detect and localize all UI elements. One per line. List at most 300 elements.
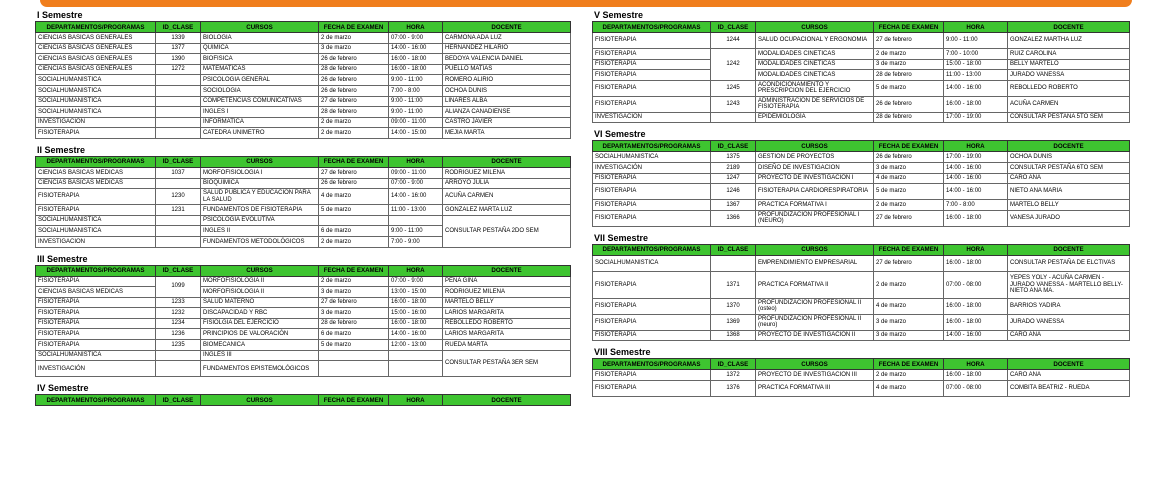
- table-row: [593, 330, 1130, 341]
- teacher-cell: LINARES ALBA: [443, 96, 571, 107]
- teacher-cell: CARMONA ADA LUZ: [443, 33, 571, 44]
- course-cell: PRACTICA FORMATIVA I: [756, 200, 874, 211]
- course-cell: FISIOLGIA DEL EJERCICIO: [201, 318, 319, 329]
- column-header: DEPARTAMENTOS/PROGRAMAS: [36, 156, 156, 167]
- class-id-cell: 1234: [156, 318, 201, 329]
- table-row: [36, 178, 571, 189]
- semester-block: [35, 383, 570, 406]
- table-row: [593, 370, 1130, 381]
- class-id-cell: 1368: [711, 330, 756, 341]
- course-cell: INGLES I: [201, 107, 319, 118]
- exam-date-cell: 28 de febrero: [319, 318, 389, 329]
- exam-schedule-table: [592, 358, 1130, 397]
- course-cell: FUNDAMENTOS EPISTEMOLÓGICOS: [201, 361, 319, 377]
- table-row: [36, 318, 571, 329]
- column-header: DOCENTE: [1008, 244, 1130, 255]
- table-row: [593, 380, 1130, 396]
- semester-block: [35, 10, 570, 139]
- exam-date-cell: 28 de febrero: [319, 64, 389, 75]
- teacher-cell: BELLY MARTELO: [1008, 59, 1130, 70]
- table-row: [593, 70, 1130, 81]
- column-header: DOCENTE: [443, 395, 571, 406]
- table-row: [36, 117, 571, 128]
- course-cell: SOCIOLOGIA: [201, 85, 319, 96]
- teacher-cell: RUEDA MARTA: [443, 340, 571, 351]
- exam-date-cell: 5 de marzo: [319, 340, 389, 351]
- exam-schedule-table: [592, 244, 1130, 342]
- teacher-cell: CASTRO JAVIER: [443, 117, 571, 128]
- department-cell: FISIOTERAPIA: [593, 298, 711, 314]
- class-id-cell: 1099: [156, 276, 201, 297]
- table-row: [36, 54, 571, 65]
- column-header: HORA: [389, 265, 443, 276]
- table-row: [36, 75, 571, 86]
- column-header: CURSOS: [201, 265, 319, 276]
- course-cell: BIOQUIMICA: [201, 178, 319, 189]
- column-header: ID_CLASE: [156, 22, 201, 33]
- table-row: [36, 287, 571, 298]
- column-header: DOCENTE: [1008, 141, 1130, 152]
- exam-date-cell: 4 de marzo: [874, 173, 944, 184]
- course-cell: SALUD PUBLICA Y EDUCACION PARA LA SALUD: [201, 189, 319, 205]
- teacher-cell: REBOLLEDO ROBERTO: [1008, 80, 1130, 96]
- time-cell: 07:00 - 9:00: [389, 178, 443, 189]
- exam-date-cell: 27 de febrero: [874, 255, 944, 271]
- time-cell: 16:00 - 18:00: [389, 54, 443, 65]
- course-cell: PROYECTO DE INVESTIGACION II: [756, 330, 874, 341]
- teacher-cell: LARIOS MARGARITA: [443, 308, 571, 319]
- department-cell: SOCIALHUMANISTICA: [36, 226, 156, 237]
- department-cell: SOCIALHUMANISTICA: [36, 350, 156, 361]
- exam-date-cell: 2 de marzo: [319, 128, 389, 139]
- course-cell: BIOMECANICA: [201, 340, 319, 351]
- table-header-row: [36, 395, 571, 406]
- exam-date-cell: [319, 215, 389, 226]
- course-cell: PROFUNDIZACION PROFESIONAL II (osteo): [756, 298, 874, 314]
- semester-title: VIII Semestre: [594, 347, 651, 358]
- course-cell: BIOLOGIA: [201, 33, 319, 44]
- department-cell: FISIOTERAPIA: [593, 59, 711, 70]
- time-cell: 14:00 - 16:00: [944, 184, 1008, 200]
- exam-date-cell: 26 de febrero: [874, 96, 944, 112]
- class-id-cell: [156, 361, 201, 377]
- teacher-cell: COMBITA BEATRIZ - RUEDA: [1008, 380, 1130, 396]
- department-cell: SOCIALHUMANISTICA: [593, 152, 711, 163]
- teacher-cell: MEJIA MARTA: [443, 128, 571, 139]
- course-cell: FUNDAMENTOS METODOLÓGICOS: [201, 236, 319, 247]
- column-header: FECHA DE EXAMEN: [319, 265, 389, 276]
- time-cell: 12:00 - 13:00: [389, 340, 443, 351]
- course-cell: BIOFISICA: [201, 54, 319, 65]
- teacher-cell: JURADO VANESSA: [1008, 314, 1130, 330]
- teacher-cell: CONSULTAR PESTAÑA 3ER SEM: [443, 350, 571, 377]
- class-id-cell: 1246: [711, 184, 756, 200]
- time-cell: 14:00 - 16:00: [389, 329, 443, 340]
- course-cell: EMPRENDIMIENTO EMPRESARIAL: [756, 255, 874, 271]
- teacher-cell: MARTELO BELLY: [1008, 200, 1130, 211]
- semester-block: [592, 129, 1129, 226]
- table-row: [36, 107, 571, 118]
- department-cell: CIENCIAS BASICAS MEDICAS: [36, 287, 156, 298]
- course-cell: MORFOFISIOLOGIA II: [201, 287, 319, 298]
- teacher-cell: CONSULTAR PESTAÑA 6TO SEM: [1008, 162, 1130, 173]
- class-id-cell: 1231: [156, 205, 201, 216]
- class-id-cell: 1377: [156, 43, 201, 54]
- class-id-cell: 1247: [711, 173, 756, 184]
- department-cell: SOCIALHUMANISTICA: [36, 75, 156, 86]
- semester-title: V Semestre: [594, 10, 644, 20]
- exam-date-cell: 4 de marzo: [874, 298, 944, 314]
- teacher-cell: ACUÑA CARMEN: [1008, 96, 1130, 112]
- exam-date-cell: 2 de marzo: [319, 236, 389, 247]
- teacher-cell: VANESA JURADO: [1008, 210, 1130, 226]
- column-header: CURSOS: [756, 359, 874, 370]
- exam-date-cell: 28 de febrero: [874, 112, 944, 123]
- exam-date-cell: 5 de marzo: [319, 205, 389, 216]
- course-cell: MODALIDADES CINETICAS: [756, 70, 874, 81]
- class-id-cell: [156, 75, 201, 86]
- semester-title: I Semestre: [37, 10, 83, 20]
- class-id-cell: [711, 112, 756, 123]
- class-id-cell: 1242: [711, 49, 756, 81]
- table-row: [593, 298, 1130, 314]
- course-cell: MODALIDADES CINETICAS: [756, 59, 874, 70]
- time-cell: 15:00 - 16:00: [389, 308, 443, 319]
- course-cell: MODALIDADES CINETICAS: [756, 49, 874, 60]
- table-row: [593, 112, 1130, 123]
- time-cell: 16:00 - 18:00: [944, 370, 1008, 381]
- table-row: [593, 59, 1130, 70]
- class-id-cell: 1245: [711, 80, 756, 96]
- table-row: [593, 210, 1130, 226]
- exam-date-cell: 2 de marzo: [874, 370, 944, 381]
- exam-schedule-table: [35, 21, 571, 139]
- course-cell: MORFOFISIOLOGIA II: [201, 276, 319, 287]
- time-cell: [389, 350, 443, 361]
- time-cell: 14:00 - 16:00: [944, 330, 1008, 341]
- column-header: DOCENTE: [443, 22, 571, 33]
- department-cell: FISIOTERAPIA: [36, 329, 156, 340]
- column-header: FECHA DE EXAMEN: [319, 22, 389, 33]
- time-cell: 14:00 - 15:00: [389, 128, 443, 139]
- teacher-cell: YEPES YOLY - ACUÑA CARMEN - JURADO VANESSA - MARTELLO BELLY- NIETO ANA MA.: [1008, 271, 1130, 298]
- teacher-cell: MARTELO BELLY: [443, 297, 571, 308]
- time-cell: 09:00 - 11:00: [389, 167, 443, 178]
- teacher-cell: BEDOYA VALENCIA DANIEL: [443, 54, 571, 65]
- semester-title: VI Semestre: [594, 129, 646, 140]
- table-row: [593, 162, 1130, 173]
- column-header: HORA: [944, 244, 1008, 255]
- course-cell: ADMINISTRACION DE SERVICIOS DE FISIOTERAPIA: [756, 96, 874, 112]
- class-id-cell: [156, 117, 201, 128]
- column-header: FECHA DE EXAMEN: [874, 359, 944, 370]
- time-cell: 9:00 - 11:00: [389, 75, 443, 86]
- course-cell: MATEMATICAS: [201, 64, 319, 75]
- department-cell: FISIOTERAPIA: [36, 276, 156, 287]
- teacher-cell: OCHOA DUNIS: [443, 85, 571, 96]
- exam-date-cell: 2 de marzo: [874, 49, 944, 60]
- time-cell: 9:00 - 11:00: [944, 33, 1008, 49]
- teacher-cell: CARO ANA: [1008, 370, 1130, 381]
- exam-date-cell: 5 de marzo: [874, 184, 944, 200]
- class-id-cell: 1370: [711, 298, 756, 314]
- course-cell: DISEÑO DE INVESTIGACION: [756, 162, 874, 173]
- department-cell: CIENCIAS BASICAS MEDICAS: [36, 167, 156, 178]
- column-header: FECHA DE EXAMEN: [874, 22, 944, 33]
- time-cell: 17:00 - 19:00: [944, 112, 1008, 123]
- teacher-cell: CARO ANA: [1008, 173, 1130, 184]
- time-cell: 7:00 - 8:00: [944, 200, 1008, 211]
- department-cell: FISIOTERAPIA: [36, 205, 156, 216]
- department-cell: FISIOTERAPIA: [36, 308, 156, 319]
- table-row: [36, 340, 571, 351]
- table-row: [36, 85, 571, 96]
- teacher-cell: GONZALEZ MARTHA LUZ: [1008, 33, 1130, 49]
- time-cell: 16:00 - 18:00: [389, 318, 443, 329]
- course-cell: DISCAPACIDAD Y RBC: [201, 308, 319, 319]
- time-cell: 16:00 - 18:00: [389, 64, 443, 75]
- department-cell: INVESTIGACIÓN: [593, 112, 711, 123]
- course-cell: INGLÉS III: [201, 350, 319, 361]
- top-orange-bar: [40, 0, 1132, 7]
- teacher-cell: RODRIGUEZ MILENA: [443, 287, 571, 298]
- column-header: DEPARTAMENTOS/PROGRAMAS: [36, 265, 156, 276]
- course-cell: PROFUNDIZACION PROFESIONAL II (neuro): [756, 314, 874, 330]
- class-id-cell: [156, 178, 201, 189]
- column-header: DOCENTE: [1008, 359, 1130, 370]
- table-row: [36, 329, 571, 340]
- table-header-row: [593, 141, 1130, 152]
- department-cell: FISIOTERAPIA: [36, 340, 156, 351]
- exam-date-cell: 3 de marzo: [319, 308, 389, 319]
- table-row: [36, 276, 571, 287]
- column-header: HORA: [944, 141, 1008, 152]
- column-header: CURSOS: [201, 22, 319, 33]
- column-header: DEPARTAMENTOS/PROGRAMAS: [593, 22, 711, 33]
- semester-block: [35, 254, 570, 378]
- column-header: DEPARTAMENTOS/PROGRAMAS: [36, 22, 156, 33]
- right-column: [592, 10, 1129, 403]
- teacher-cell: HERNANDEZ HILARIO: [443, 43, 571, 54]
- teacher-cell: CONSULTAR PESTAÑA 5TO SEM: [1008, 112, 1130, 123]
- table-header-row: [593, 359, 1130, 370]
- department-cell: FISIOTERAPIA: [593, 70, 711, 81]
- teacher-cell: ARROYO JULIA: [443, 178, 571, 189]
- table-row: [36, 308, 571, 319]
- time-cell: 14:00 - 16:00: [944, 162, 1008, 173]
- table-row: [593, 33, 1130, 49]
- column-header: CURSOS: [201, 156, 319, 167]
- time-cell: [389, 215, 443, 226]
- course-cell: PRACTICA FORMATIVA III: [756, 380, 874, 396]
- exam-date-cell: 3 de marzo: [319, 287, 389, 298]
- semester-block: [592, 10, 1129, 123]
- time-cell: 07:00 - 9:00: [389, 33, 443, 44]
- table-row: [36, 43, 571, 54]
- course-cell: PSICOLOGIA GENERAL: [201, 75, 319, 86]
- class-id-cell: 1243: [711, 96, 756, 112]
- class-id-cell: [711, 255, 756, 271]
- column-header: ID_CLASE: [156, 156, 201, 167]
- exam-date-cell: 6 de marzo: [319, 226, 389, 237]
- exam-date-cell: 28 de febrero: [874, 70, 944, 81]
- column-header: DOCENTE: [443, 265, 571, 276]
- column-header: FECHA DE EXAMEN: [874, 244, 944, 255]
- column-header: DOCENTE: [443, 156, 571, 167]
- table-row: [593, 200, 1130, 211]
- exam-date-cell: 3 de marzo: [874, 162, 944, 173]
- class-id-cell: [156, 128, 201, 139]
- class-id-cell: 1367: [711, 200, 756, 211]
- teacher-cell: JURADO VANESSA: [1008, 70, 1130, 81]
- class-id-cell: [156, 226, 201, 237]
- course-cell: PRACTICA FORMATIVA II: [756, 271, 874, 298]
- time-cell: 07:00 - 9:00: [389, 276, 443, 287]
- course-cell: PROYECTO DE INVESTIGACION I: [756, 173, 874, 184]
- class-id-cell: 1236: [156, 329, 201, 340]
- exam-date-cell: 26 de febrero: [319, 54, 389, 65]
- table-row: [593, 49, 1130, 60]
- table-row: [36, 350, 571, 361]
- course-cell: PRINCIPIOS DE VALORACIÓN: [201, 329, 319, 340]
- table-row: [36, 33, 571, 44]
- exam-date-cell: 2 de marzo: [319, 276, 389, 287]
- time-cell: 9:00 - 11:00: [389, 107, 443, 118]
- department-cell: SOCIALHUMANISTICA: [593, 255, 711, 271]
- time-cell: [389, 361, 443, 377]
- time-cell: 9:00 - 11:00: [389, 226, 443, 237]
- table-row: [593, 184, 1130, 200]
- exam-schedule-table: [592, 140, 1130, 226]
- class-id-cell: [156, 107, 201, 118]
- department-cell: FISIOTERAPIA: [36, 318, 156, 329]
- course-cell: PROYECTO DE INVESTIGACION III: [756, 370, 874, 381]
- course-cell: INGLES II: [201, 226, 319, 237]
- time-cell: 16:00 - 18:00: [389, 297, 443, 308]
- column-header: FECHA DE EXAMEN: [319, 156, 389, 167]
- teacher-cell: CONSULTAR PESTAÑA 2DO SEM: [443, 215, 571, 247]
- time-cell: 7:00 - 8:00: [389, 85, 443, 96]
- class-id-cell: 1037: [156, 167, 201, 178]
- time-cell: 15:00 - 18:00: [944, 59, 1008, 70]
- time-cell: 14:00 - 16:00: [944, 173, 1008, 184]
- department-cell: FISIOTERAPIA: [593, 33, 711, 49]
- column-header: ID_CLASE: [711, 244, 756, 255]
- department-cell: FISIOTERAPIA: [593, 271, 711, 298]
- time-cell: 11:00 - 13:00: [389, 205, 443, 216]
- exam-date-cell: 26 de febrero: [319, 178, 389, 189]
- class-id-cell: 1369: [711, 314, 756, 330]
- teacher-cell: GONZALEZ MARTA LUZ: [443, 205, 571, 216]
- time-cell: 07:00 - 08:00: [944, 380, 1008, 396]
- table-row: [36, 297, 571, 308]
- class-id-cell: 1366: [711, 210, 756, 226]
- table-row: [36, 189, 571, 205]
- department-cell: FISIOTERAPIA: [36, 189, 156, 205]
- course-cell: INFORMATICA: [201, 117, 319, 128]
- department-cell: INVESTIGACION: [36, 117, 156, 128]
- department-cell: SOCIALHUMANISTICA: [36, 107, 156, 118]
- teacher-cell: OCHOA DUNIS: [1008, 152, 1130, 163]
- department-cell: SOCIALHUMANISTICA: [36, 215, 156, 226]
- teacher-cell: BARRIOS YADIRA: [1008, 298, 1130, 314]
- course-cell: GESTION DE PROYECTOS: [756, 152, 874, 163]
- column-header: HORA: [389, 22, 443, 33]
- exam-schedule-table: [35, 394, 571, 406]
- department-cell: INVESTIGACIÓN: [593, 162, 711, 173]
- department-cell: SOCIALHUMANISTICA: [36, 85, 156, 96]
- column-header: HORA: [944, 22, 1008, 33]
- column-header: CURSOS: [201, 395, 319, 406]
- department-cell: FISIOTERAPIA: [593, 184, 711, 200]
- table-header-row: [593, 244, 1130, 255]
- department-cell: FISIOTERAPIA: [593, 210, 711, 226]
- semester-block: [592, 233, 1129, 342]
- course-cell: SALUD MATERNO: [201, 297, 319, 308]
- table-row: [36, 96, 571, 107]
- department-cell: FISIOTERAPIA: [593, 49, 711, 60]
- column-header: HORA: [389, 156, 443, 167]
- time-cell: 16:00 - 18:00: [944, 255, 1008, 271]
- table-row: [593, 152, 1130, 163]
- course-cell: EPIDEMIOLOGÍA: [756, 112, 874, 123]
- column-header: DEPARTAMENTOS/PROGRAMAS: [593, 359, 711, 370]
- teacher-cell: CARO ANA: [1008, 330, 1130, 341]
- exam-date-cell: 28 de febrero: [319, 107, 389, 118]
- department-cell: SOCIALHUMANISTICA: [36, 96, 156, 107]
- department-cell: FISIOTERAPIA: [593, 314, 711, 330]
- course-cell: PROFUNDIZACION PROFESIONAL I (NEURO): [756, 210, 874, 226]
- class-id-cell: 2189: [711, 162, 756, 173]
- time-cell: 9:00 - 11:00: [389, 96, 443, 107]
- teacher-cell: PEÑA GINA: [443, 276, 571, 287]
- time-cell: 7:00 - 10:00: [944, 49, 1008, 60]
- class-id-cell: 1339: [156, 33, 201, 44]
- table-row: [36, 64, 571, 75]
- department-cell: CIENCIAS BASICAS GENERALES: [36, 64, 156, 75]
- exam-date-cell: 27 de febrero: [319, 96, 389, 107]
- column-header: ID_CLASE: [156, 395, 201, 406]
- exam-date-cell: 3 de marzo: [319, 43, 389, 54]
- teacher-cell: REBOLLEDO ROBERTO: [443, 318, 571, 329]
- department-cell: FISIOTERAPIA: [593, 173, 711, 184]
- class-id-cell: 1232: [156, 308, 201, 319]
- teacher-cell: ACUÑA CARMEN: [443, 189, 571, 205]
- class-id-cell: 1235: [156, 340, 201, 351]
- department-cell: FISIOTERAPIA: [593, 96, 711, 112]
- table-header-row: [593, 22, 1130, 33]
- time-cell: 17:00 - 19:00: [944, 152, 1008, 163]
- class-id-cell: [156, 215, 201, 226]
- exam-date-cell: 26 de febrero: [874, 152, 944, 163]
- left-column: [35, 10, 570, 412]
- time-cell: 11:00 - 13:00: [944, 70, 1008, 81]
- class-id-cell: [156, 96, 201, 107]
- class-id-cell: 1376: [711, 380, 756, 396]
- class-id-cell: 1390: [156, 54, 201, 65]
- class-id-cell: 1375: [711, 152, 756, 163]
- exam-date-cell: 2 de marzo: [874, 271, 944, 298]
- semester-title: II Semestre: [37, 144, 86, 155]
- time-cell: 7:00 - 9:00: [389, 236, 443, 247]
- semester-title: VII Semestre: [594, 232, 649, 243]
- teacher-cell: RODRIGUEZ MILENA: [443, 167, 571, 178]
- column-header: CURSOS: [756, 22, 874, 33]
- time-cell: 16:00 - 18:00: [944, 210, 1008, 226]
- table-row: [593, 271, 1130, 298]
- semester-block: [592, 347, 1129, 397]
- time-cell: 14:00 - 16:00: [389, 189, 443, 205]
